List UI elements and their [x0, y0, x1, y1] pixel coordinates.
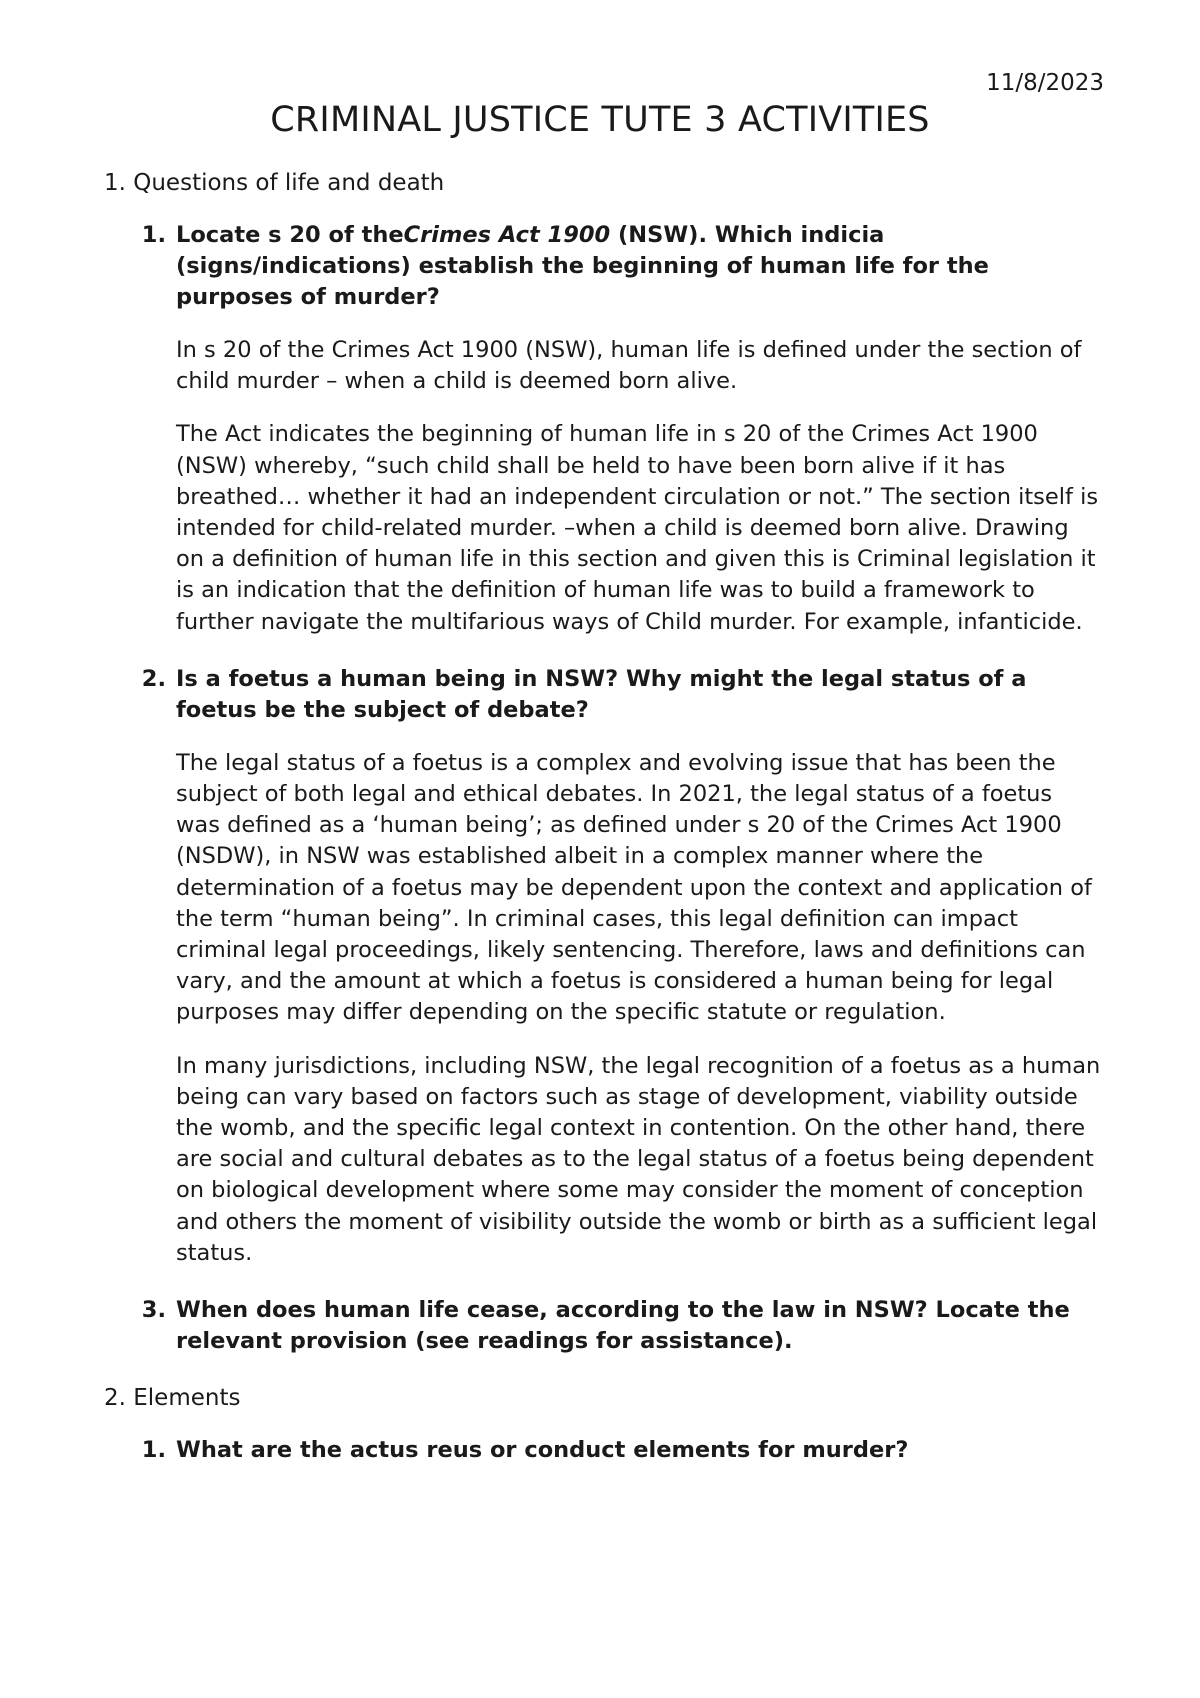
question-2-1: [104, 1435, 1114, 1466]
document-title: CRIMINAL JUSTICE TUTE 3 ACTIVITIES: [270, 100, 930, 140]
answer-paragraph: The Act indicates the beginning of human life in s 20 of the Crimes Act 1900 (NSW) whereby, “such child shall be held to have been born alive if it has breathed… whether it had an independent circulation or not.” The section itself is intended for child-related murder. –when a child is deemed born alive. Drawing on a definition of human life in this section and given this is Criminal legislation it is an indication that the definition of human life was to build a framework to further navigate the multifarious ways of Child murder. For example, infanticide.: [176, 421, 1099, 635]
question-1-1: [104, 220, 1114, 638]
question-text: [176, 220, 1101, 313]
section-heading-elements: 2. Elements: [104, 1385, 241, 1412]
question-1-3: [104, 1295, 1114, 1357]
answer-paragraph: The legal status of a foetus is a complex and evolving issue that has been the subject of both legal and ethical debates. In 2021, the legal status of a foetus was defined as a ‘human being’; as defined under s 20 of the Crimes Act 1900 (NSDW), in NSW was established albeit in a complex manner where the determination of a foetus may be dependent upon the context and application of the term “human being”. In criminal cases, this legal definition can impact criminal legal proceedings, likely sentencing. Therefore, laws and definitions can vary, and the amount at which a foetus is considered a human being for legal purposes may differ depending on the specific statute or regulation.: [176, 749, 1092, 1026]
question-number: 1.: [141, 222, 166, 248]
question-number: 3.: [141, 1297, 166, 1324]
answer-paragraph: In many jurisdictions, including NSW, the legal recognition of a foetus as a human being can vary based on factors such as stage of development, viability outside the womb, and the specific legal context in contention. On the other hand, there are social and cultural debates as to the legal status of a foetus being dependent on biological development where some may consider the moment of conception and others the moment of visibility outside the womb or birth as a sufficient legal status.: [176, 1052, 1101, 1266]
question-1-2: [104, 664, 1114, 1269]
question-number: 1.: [141, 1437, 166, 1464]
question-text-suffix: (NSW). Which indicia (signs/indications) establish the beginning of human life for the purposes of murder?: [176, 222, 989, 310]
act-name-italic: Crimes Act 1900: [403, 222, 611, 248]
question-text: When does human life cease, according to the law in NSW? Locate the relevant provision (see readings for assistance).: [176, 1297, 1070, 1355]
answer-paragraph: In s 20 of the Crimes Act 1900 (NSW), human life is defined under the section of child murder – when a child is deemed born alive.: [176, 337, 1082, 395]
question-text-prefix: Locate s 20 of the: [176, 222, 404, 248]
question-number: 2.: [141, 665, 166, 692]
question-text: Is a foetus a human being in NSW? Why might the legal status of a foetus be the subject of debate?: [176, 665, 1027, 723]
section-heading-life-and-death: 1. Questions of life and death: [104, 170, 445, 196]
document-date: 11/8/2023: [986, 70, 1104, 96]
document-content: [104, 168, 1114, 1466]
question-text: What are the actus reus or conduct elements for murder?: [176, 1437, 909, 1464]
